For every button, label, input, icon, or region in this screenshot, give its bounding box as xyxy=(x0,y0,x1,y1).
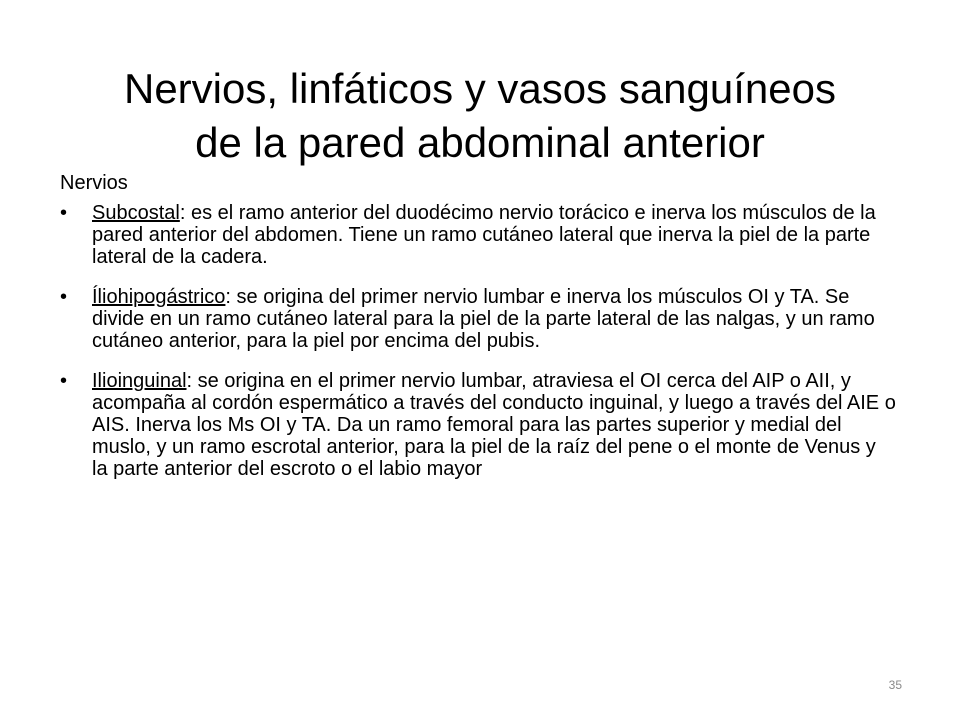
bullet-list xyxy=(60,202,896,480)
slide-title-line-2: de la pared abdominal anterior xyxy=(195,119,765,167)
bullet-text-ilioinguinal: : se origina en el primer nervio lumbar, atraviesa el OI cerca del AIP o AII, y acompaña al cordón espermático a través del conducto inguinal, y luego a través del AIE o AIS. Inerva los Ms OI y TA. Da un ramo femoral para las partes superior y medial del muslo, y un ramo escrotal anterior, para la piel de la raíz del pene o el monte de Venus y la parte anterior del escroto o el labio mayor xyxy=(92,370,896,480)
bullet-text-subcostal: : es el ramo anterior del duodécimo nervio torácico e inerva los músculos de la pared anterior del abdomen. Tiene un ramo cutáneo lateral que inerva la piel de la parte lateral de la cadera. xyxy=(92,202,876,268)
bullet-ilioinguinal xyxy=(60,370,896,480)
bullet-term-ilioinguinal: Ilioinguinal xyxy=(92,370,187,392)
bullet-term-iliohipogastrico: Íliohipogástrico xyxy=(92,286,226,308)
section-label: Nervios xyxy=(60,172,128,194)
bullet-term-subcostal: Subcostal xyxy=(92,202,180,224)
slide-title-line-1: Nervios, linfáticos y vasos sanguíneos xyxy=(123,65,836,113)
slide-title xyxy=(60,62,900,170)
bullet-text-iliohipogastrico: : se origina del primer nervio lumbar e inerva los músculos OI y TA. Se divide en un ramo cutáneo lateral para la piel de la parte lateral de las nalgas, y un ramo cutáneo anterior, para la piel por encima del pubis. xyxy=(92,286,875,352)
bullet-subcostal xyxy=(60,202,896,268)
page-number: 35 xyxy=(888,678,902,692)
slide-content xyxy=(60,172,896,498)
bullet-iliohipogastrico xyxy=(60,286,896,352)
